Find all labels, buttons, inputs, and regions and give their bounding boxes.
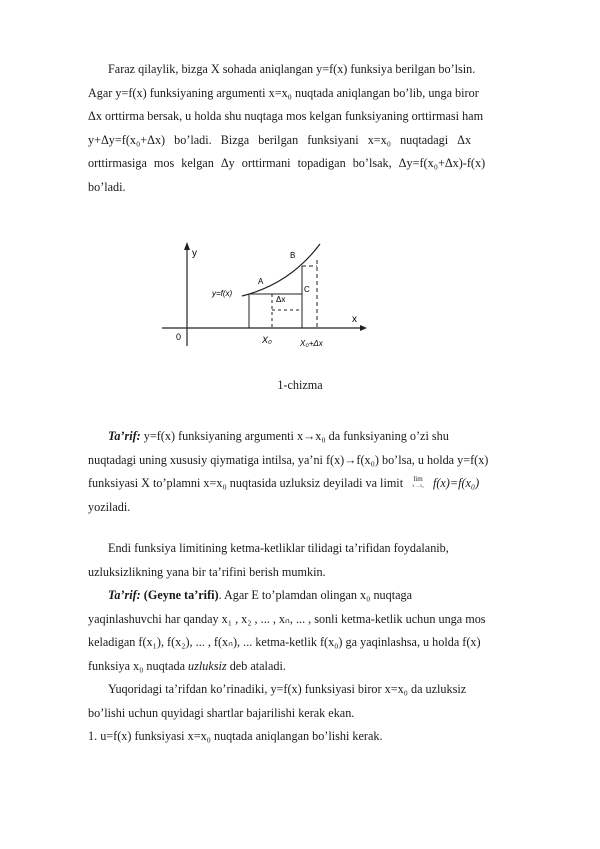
x0dx-label: X₀+Δx <box>300 339 323 348</box>
x0-label: X₀ <box>262 335 272 345</box>
definition-2-term: Ta’rif: <box>108 588 141 602</box>
definition-1-term: Ta’rif: <box>108 429 141 443</box>
definition-2-line-4 <box>88 655 528 679</box>
definition-1-line-3 <box>88 472 528 496</box>
limit-notation <box>412 476 424 490</box>
definition-1 <box>88 425 528 519</box>
point-c-label: C <box>304 285 310 294</box>
definition-2 <box>88 584 528 678</box>
definition-1-line-4: yoziladi. <box>88 499 131 514</box>
intro-paragraph <box>88 58 528 199</box>
figure-caption: 1-chizma <box>277 378 323 392</box>
paragraph-3-line-2: bo’lishi uchun quyidagi shartlar bajarilishi kerak ekan. <box>88 705 355 720</box>
origin-label: 0 <box>176 332 182 342</box>
definition-2-text-1: . Agar E to’plamdan olingan x₀ nuqtaga <box>218 588 413 602</box>
definition-2-uzluksiz: uzluksiz <box>188 658 227 673</box>
definition-2-line-3: keladigan f(x₁), f(x₂), ... , f(xₙ), ... ketma-ketlik f(x₀) ga yaqinlashsa, u holda f(x) <box>88 635 481 649</box>
paragraph-2 <box>88 537 528 584</box>
definition-2-text-4c: deb ataladi. <box>229 658 286 673</box>
list-item-1: 1. u=f(x) funksiyasi x=x₀ nuqtada aniqlangan bo’lishi kerak. <box>88 729 383 743</box>
intro-line-3: Δx orttirma bersak, u holda shu nuqtaga mos kelgan funksiyaning orttirmasi ham <box>88 109 484 123</box>
paragraph-3 <box>88 678 528 749</box>
limit-word: lim <box>413 475 423 484</box>
paragraph-2-line-2: uzluksizlikning yana bir ta’rifini berish mumkin. <box>88 564 326 579</box>
intro-line-4: y+Δy=f(x₀+Δx) bo’ladi. Bizga berilgan funksiyani x=x₀ nuqtadagi Δx <box>88 132 472 147</box>
x-axis-arrow <box>360 325 367 331</box>
point-a-label: A <box>258 277 264 286</box>
definition-2-text-4a: funksiya x₀ nuqtada <box>88 658 185 673</box>
paragraph-3-line-1: Yuqoridagi ta’rifdan ko’rinadiki, y=f(x) funksiyasi biror x=x₀ da uzluksiz <box>108 682 467 696</box>
intro-line-2: Agar y=f(x) funksiyaning argumenti x=x₀ nuqtada aniqlangan bo’lib, unga biror <box>88 85 479 100</box>
definition-1-text-1: y=f(x) funksiyaning argumenti x→x₀ da funksiyaning o’zi shu <box>143 429 449 443</box>
function-increment-figure <box>160 236 370 356</box>
delta-x-label: Δx <box>276 295 286 304</box>
function-label: y=f(x) <box>212 289 233 298</box>
x-axis-label: x <box>352 314 357 325</box>
definition-2-name: (Geyne ta’rifi) <box>143 588 219 602</box>
definition-1-line-2: nuqtadagi uning xususiy qiymatiga intilsa, ya’ni f(x)→f(x₀) bo’lsa, u holda y=f(x) <box>88 452 489 467</box>
limit-equation: f(x)=f(x₀) <box>432 476 480 490</box>
intro-line-5: orttirmasiga mos kelgan Δy orttirmani topadigan bo’lsak, Δy=f(x₀+Δx)-f(x) <box>88 156 486 170</box>
intro-line-6: bo’ladi. <box>88 179 126 194</box>
definition-2-line-1 <box>88 584 528 608</box>
y-axis-label: y <box>192 248 197 259</box>
point-b-label: B <box>290 251 296 260</box>
definition-1-text-3: funksiyasi X to’plamni x=x₀ nuqtasida uzluksiz deyiladi va limit <box>88 476 404 490</box>
limit-subscript: x→x₀ <box>412 484 424 490</box>
paragraph-2-line-1: Endi funksiya limitining ketma-ketliklar tilidagi ta’rifidan foydalanib, <box>108 541 449 555</box>
definition-2-line-2: yaqinlashuvchi har qanday x₁ , x₂ , ... , xₙ, ... , sonli ketma-ketlik uchun unga mos <box>88 611 486 626</box>
y-axis-arrow <box>184 242 190 250</box>
definition-1-line-1 <box>88 425 528 449</box>
intro-line-1: Faraz qilaylik, bizga X sohada aniqlangan y=f(x) funksiya berilgan bo’lsin. <box>108 62 476 76</box>
